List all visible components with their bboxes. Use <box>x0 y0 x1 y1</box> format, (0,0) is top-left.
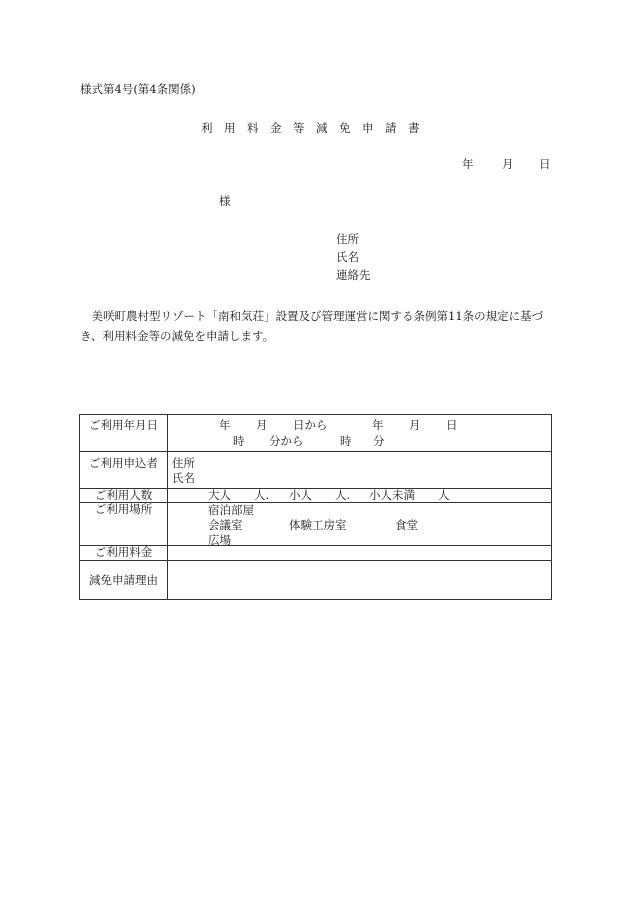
table-row-fee <box>80 546 552 561</box>
place-label: ご利用場所 <box>80 503 168 546</box>
table-row-place <box>80 503 552 546</box>
table-row-period <box>80 415 552 452</box>
place-value <box>168 503 552 546</box>
period-day-from: 日から <box>293 418 328 432</box>
application-form-table <box>79 414 552 600</box>
application-statement: 美咲町農村型リゾート「南和気荘」設置及び管理運営に関する条例第11条の規定に基づき、利用料金等の減免を申請します。 <box>80 309 544 343</box>
applicant-address-label: 住所 <box>336 232 359 246</box>
date-month-label: 月 <box>502 157 514 171</box>
document-title: 利用料金等減免申請書 <box>201 121 431 135</box>
period-label-text: ご利用年月日 <box>89 418 158 432</box>
period-year-2: 年 <box>372 418 384 432</box>
period-month-2: 月 <box>409 418 421 432</box>
applicant-row-label <box>80 452 168 489</box>
applicant-row-label-text: ご利用申込者 <box>89 456 158 470</box>
period-label <box>80 415 168 452</box>
reason-label <box>80 561 168 600</box>
place-dining: 食堂 <box>395 518 418 532</box>
addressee-suffix: 様 <box>219 194 231 208</box>
applicant-block <box>336 232 371 286</box>
count-adult: 大人 人. <box>208 488 270 502</box>
place-workshop: 体験工房室 <box>289 518 347 532</box>
table-row-applicant <box>80 452 552 489</box>
applicant-name-label: 氏名 <box>336 250 359 264</box>
period-minute-2: 分 <box>373 434 385 448</box>
period-hour: 時 <box>233 434 245 448</box>
applicant-contact-label: 連絡先 <box>336 268 371 282</box>
place-lodging: 宿泊部屋 <box>208 503 254 517</box>
count-child: 小人 人. <box>289 488 351 502</box>
period-month: 月 <box>256 418 268 432</box>
count-value <box>168 489 552 503</box>
count-infant: 小人未満 人 <box>369 488 450 502</box>
period-hour-2: 時 <box>340 434 352 448</box>
applicant-row-value <box>168 452 552 489</box>
fee-value <box>168 546 552 561</box>
reason-value <box>168 561 552 600</box>
date-day-label: 日 <box>539 157 551 171</box>
form-number: 様式第4号(第4条関係) <box>80 82 196 96</box>
place-meeting: 会議室 <box>208 518 243 532</box>
applicant-row-name: 氏名 <box>172 471 195 485</box>
place-plaza: 広場 <box>208 533 231 547</box>
period-day-2: 日 <box>446 418 458 432</box>
period-value <box>168 415 552 452</box>
reason-label-text: 減免申請理由 <box>89 573 158 587</box>
table-row-count <box>80 489 552 503</box>
applicant-row-address: 住所 <box>172 456 195 470</box>
period-year: 年 <box>219 418 231 432</box>
date-year-label: 年 <box>462 157 474 171</box>
count-label: ご利用人数 <box>80 489 168 503</box>
period-minute-from: 分から <box>269 434 304 448</box>
fee-label: ご利用料金 <box>80 546 168 561</box>
application-date <box>462 157 551 171</box>
table-row-reason <box>80 561 552 600</box>
